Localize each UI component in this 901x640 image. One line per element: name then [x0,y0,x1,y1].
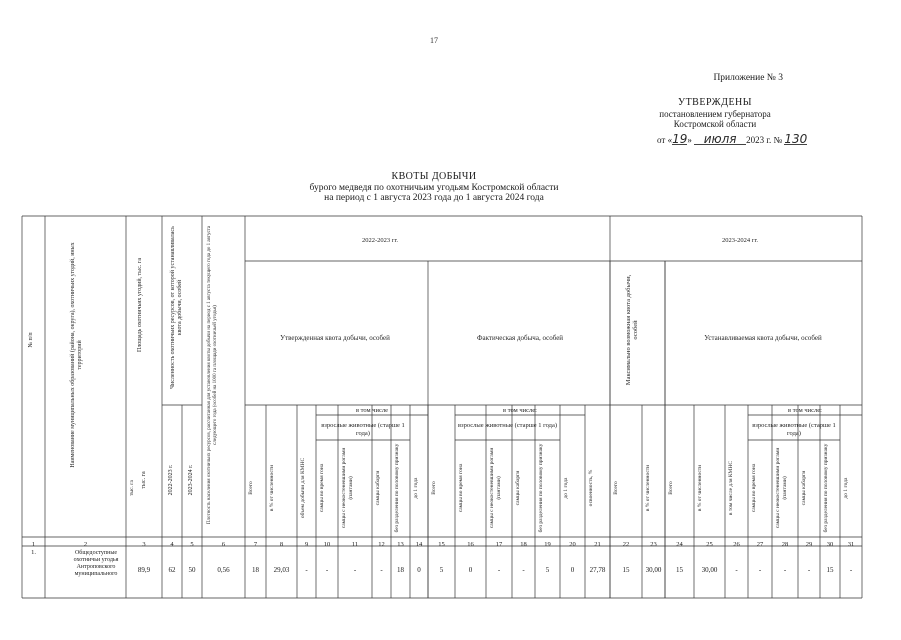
column-number: 23 [650,541,657,548]
annex-label: Приложение № 3 [713,73,783,83]
subcol-kabarga-actual: самцы кабарги [515,470,521,506]
column-number: 11 [351,541,359,548]
population-header: Численность охотничьих ресурсов, от которой устанавливалась квота добычи, особей [170,226,183,389]
table-cell: - [735,566,738,574]
column-number: 3 [142,541,146,548]
column-number: 2 [83,541,88,548]
column-number: 15 [438,541,445,548]
column-number: 19 [544,541,551,548]
subcol-total-actual: Всего [431,481,437,495]
subcol-nonhunt-2023: самцы с неокостеневшими рогами (пантами) [775,447,788,529]
season-2023-header: 2023-2024 гг. [721,237,758,244]
subcol-area-unit: тыс. га [129,480,135,496]
column-number: 10 [323,541,331,548]
date-day: 19 [672,132,688,146]
pop-2022-header: 2022-2023 г. [168,464,174,496]
area-header: Площадь охотничьих угодий, тыс. га [137,258,143,353]
set-quota-header: Устанавливаемая квота добычи, особей [704,334,822,342]
column-number: 17 [495,541,503,548]
table-cell: - [305,566,308,574]
including-header-2022: в том числе [355,407,389,414]
subcol-utilization: освоенность, % [588,469,594,507]
subcol-under1-2022: до 1 года [413,477,419,499]
subcol-spring-2022: самцы во время гона [319,463,325,513]
table-cell: - [758,566,762,574]
table-cell: 5 [439,566,444,574]
table-cell: 15 [826,566,834,574]
column-number: 22 [622,541,630,548]
table-cell: 0,56 [217,566,230,574]
table-cell: - [522,566,525,574]
approval-line-2: Костромской области [673,119,757,129]
column-number: 24 [676,541,683,548]
column-number: 1 [31,541,36,548]
table-cell: 0 [417,566,421,574]
subcol-set-total: Всего [668,481,674,495]
column-number: 7 [253,541,258,548]
table-cell: 15 [622,566,630,574]
table-cell: 30,00 [645,566,662,574]
column-number: 14 [415,541,423,548]
column-number: 27 [756,541,764,548]
column-number: 31 [847,541,855,548]
subcol-max-total: Всего [613,481,619,495]
column-number: 13 [397,541,404,548]
table-cell: - [353,566,357,574]
column-number: 30 [826,541,834,548]
subcol-total-2022: Всего [248,481,254,495]
decree-number: 130 [784,132,808,146]
date-month: июля [694,134,746,145]
title-line-2: бурого медведя по охотничьим угодьям Костромской области [309,182,559,193]
date-mid: » [687,135,692,145]
table-cell: 0 [468,566,473,574]
table-cell: 18 [397,566,404,574]
adults-header-2023: взрослые животные (старше 1 года) [752,422,836,437]
column-number: 16 [467,541,474,548]
column-number: 18 [520,541,527,548]
density-header: Плотность населения охотничьих ресурсов, рассчитанная для установления квоты добычи на период с 1 августа текущего года до 1 августа следующего года (особей на 1000 га площади охотничьей угодья) [207,225,218,525]
approved-quota-header: Утвержденная квота добычи, особей [280,334,390,342]
subcol-set-pct: в % от численности [697,464,703,512]
column-number: 12 [378,541,385,548]
table-cell: 50 [188,566,196,574]
adults-header-actual: взрослые животные (старше 1 года) [457,422,558,429]
approval-title: УТВЕРЖДЕНЫ [677,97,752,108]
title-line-1: КВОТЫ ДОБЫЧИ [391,171,477,182]
subcol-max-pct: в % от численности [645,464,651,512]
title-line-3: на период с 1 августа 2023 года до 1 августа 2024 года [324,193,544,203]
subcol-under1-actual: до 1 года [563,477,569,499]
column-number: 21 [594,541,601,548]
column-number: 8 [279,541,284,548]
subcol-kmns-2022: объем добычи для КМНС [300,457,306,519]
subcol-spring-actual: самцы во время гона [458,463,464,513]
subcol-nosex-actual: без разделения по половому признаку [538,443,544,533]
num-header: № п/п [28,332,34,348]
table-cell: 27,78 [589,566,606,574]
subcol-nonhunt-2022: самцы с неокостеневшими рогами (пантами) [341,447,354,529]
subcol-spring-2023: самцы во время гона [751,463,757,513]
column-number: 25 [706,541,713,548]
date-prefix: от « [657,135,673,145]
table-cell: - [497,566,501,574]
including-header-actual: в том числе: [503,407,537,414]
subcol-kabarga-2022: самцы кабарги [375,470,381,506]
column-number: 4 [170,541,174,548]
table-cell: 89,9 [137,566,151,574]
approval-line-1: постановлением губернатора [659,108,771,119]
column-number: 5 [190,541,194,548]
subcol-set-kmns: в том числе для КМНС [728,460,734,516]
subcol-nonhunt-actual: самцы с неокостеневшими рогами (пантами) [489,447,502,529]
column-number: 9 [304,541,309,548]
table-cell: - [807,566,811,574]
season-2022-header: 2022-2023 гг. [361,237,398,244]
subcol-nosex-2022: без разделения по половому признаку [394,443,400,533]
subcol-under1-2023: до 1 года [843,477,849,499]
column-number: 28 [781,541,789,548]
table-cell: - [380,566,383,574]
row-name: Общедоступные охотничьи угодья Антроповского муниципального [73,550,119,577]
pop-2023-header: 2023-2024 г. [188,464,194,496]
row-number: 1. [31,549,36,556]
column-number: 6 [221,541,226,548]
including-header-2023: в том числе: [788,407,822,414]
table-cell: 30,00 [701,566,718,574]
area-unit: тыс. га [141,471,147,489]
table-cell: 0 [570,566,575,574]
column-number: 20 [569,541,576,548]
page-number: 17 [430,36,438,45]
table-cell: - [849,566,853,574]
max-quota-header: Максимально возможная квота добычи, особей [625,274,639,386]
subcol-nosex-2023: без разделения по половому признаку [823,443,829,533]
subcol-kabarga-2023: самцы кабарги [801,470,807,506]
table-cell: 62 [168,566,176,574]
adults-header-2022: взрослые животные (старше 1 года) [321,422,405,437]
table-cell: 15 [676,566,683,574]
column-number: 26 [733,541,740,548]
column-number: 29 [805,541,813,548]
actual-harvest-header: Фактическая добыча, особей [476,334,564,342]
table-cell: 18 [252,566,259,574]
table-cell: - [325,566,329,574]
table-cell: 5 [545,566,550,574]
name-header: Наименование муниципальных образований (района, округа), охотничьих угодий, иных территорий [70,242,83,468]
date-year: 2023 г. № [746,135,783,145]
table-cell: 29,03 [273,566,290,574]
table-cell: - [783,566,787,574]
subcol-pct-2022: в % от численности [269,464,275,512]
